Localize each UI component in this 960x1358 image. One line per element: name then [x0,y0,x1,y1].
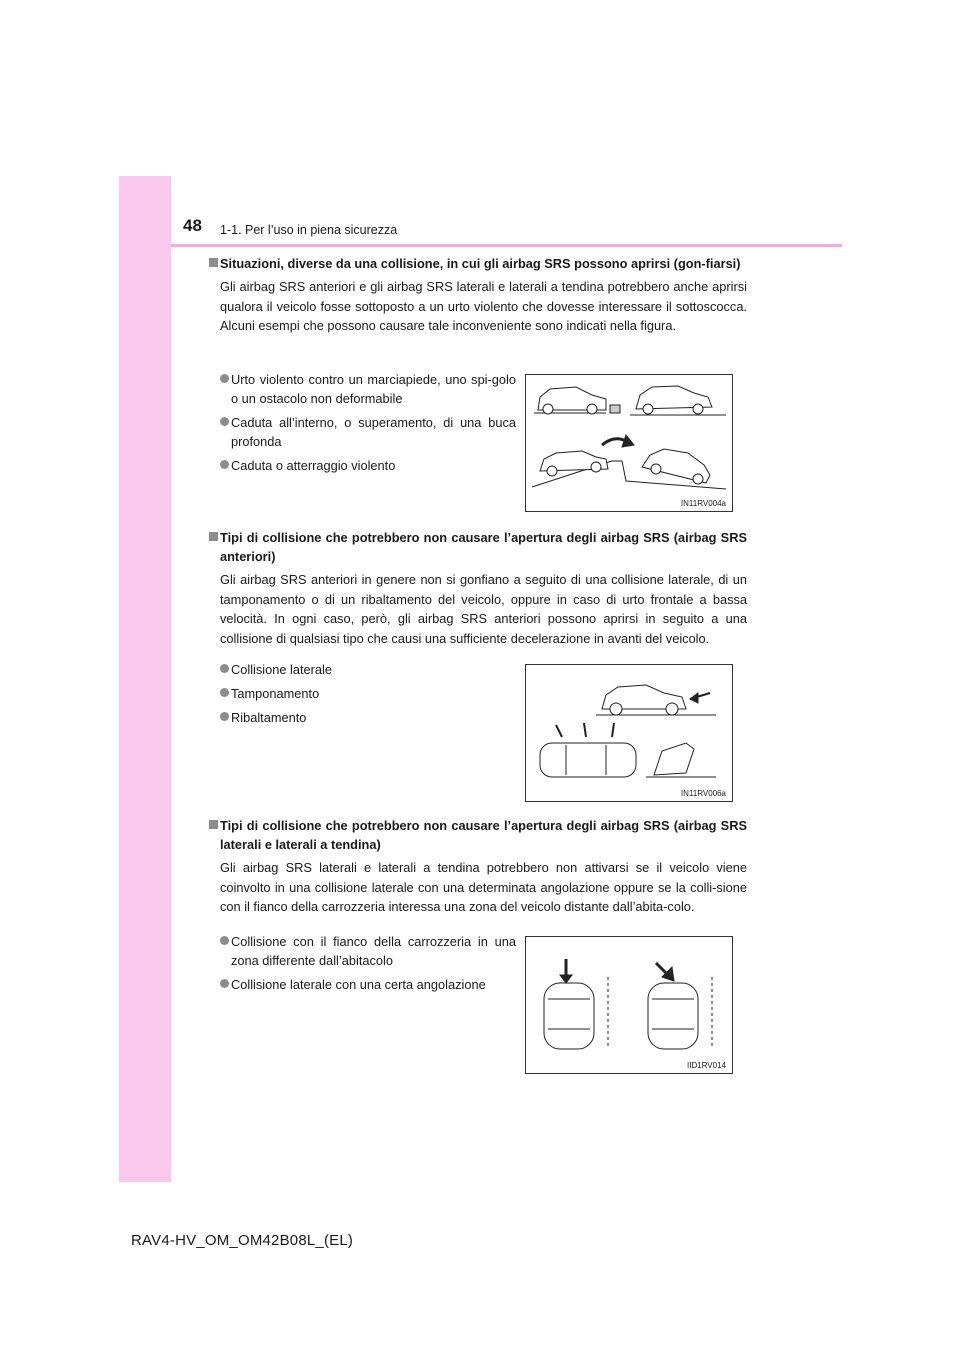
circle-bullet-icon [220,936,229,945]
circle-bullet-icon [220,417,229,426]
circle-bullet-icon [220,374,229,383]
section-body: Gli airbag SRS anteriori in genere non si gonfiano a seguito di una collisione laterale, di un tamponamento o di un ribaltamento del veicolo, oppure in caso di urto frontale a bassa velocità. In ogni caso, però, gli airbag SRS anteriori possono aprirsi in seguito a una collisione di qualsiasi tipo che causi una sufficiente decelerazione in avanti del veicolo. [220,572,747,646]
figure-collision-types [525,664,733,802]
list-item [220,660,516,679]
square-bullet-icon [209,820,218,829]
bullet-text: Caduta all’interno, o superamento, di una buca profonda [231,415,516,449]
bullet-text: Collisione laterale [231,662,333,677]
circle-bullet-icon [220,688,229,697]
section-heading [209,816,747,854]
footer-doc-code: RAV4-HV_OM_OM42B08L_(EL) [131,1232,354,1249]
list-item [220,975,516,994]
figure-code: IID1RV014 [687,1061,726,1070]
circle-bullet-icon [220,460,229,469]
list-item [220,413,516,451]
heading-text: Situazioni, diverse da una collisione, in cui gli airbag SRS possono aprirsi (gon-fiarsi) [220,256,741,271]
bullet-list [220,660,516,732]
bullet-text: Tamponamento [231,686,320,701]
bullet-text: Collisione laterale con una certa angolazione [231,977,486,992]
figure-undercarriage-impacts [525,374,733,512]
list-item [220,456,516,475]
section-body: Gli airbag SRS anteriori e gli airbag SRS laterali e laterali a tendina potrebbero anche aprirsi qualora il veicolo fosse sottoposto a un urto violento che dovesse interessare il sottoscocca. Alcuni esempi che possono causare tale inconveniente sono indicati nella figura. [220,279,747,333]
circle-bullet-icon [220,712,229,721]
section-side-airbag-exceptions [209,816,747,917]
bullet-list [220,932,516,999]
heading-text: Tipi di collisione che potrebbero non causare l’apertura degli airbag SRS (airbag SRS laterali e laterali a tendina) [220,818,747,852]
page-number: 48 [183,216,202,235]
bullet-text: Urto violento contro un marciapiede, uno spi-golo o un ostacolo non deformabile [231,372,516,406]
collision-types-illustration [526,665,732,801]
section-heading [209,528,747,566]
figure-side-collision [525,936,733,1074]
side-tab-band [119,176,171,1182]
section-title: 1-1. Per l’uso in piena sicurezza [220,223,398,237]
list-item [220,684,516,703]
heading-text: Tipi di collisione che potrebbero non causare l’apertura degli airbag SRS (airbag SRS anteriori) [220,530,747,564]
square-bullet-icon [209,258,218,267]
section-body: Gli airbag SRS laterali e laterali a tendina potrebbero non attivarsi se il veicolo viene coinvolto in una collisione laterale con una determinata angolazione oppure se la colli-sione con il fianco della carrozzeria interessa una zona del veicolo distante dall’abita-colo. [220,860,747,914]
section-heading [209,254,747,273]
header-divider [171,244,842,247]
bullet-text: Caduta o atterraggio violento [231,458,396,473]
circle-bullet-icon [220,979,229,988]
section-front-airbag-exceptions [209,528,747,648]
square-bullet-icon [209,532,218,541]
bullet-text: Collisione con il fianco della carrozzeria in una zona differente dall’abitacolo [231,934,516,968]
list-item [220,708,516,727]
section-undercarriage [209,254,747,336]
bullet-list [220,370,516,480]
list-item [220,932,516,970]
figure-code: IN11RV006a [680,789,726,798]
undercarriage-illustration [526,375,732,511]
circle-bullet-icon [220,664,229,673]
side-collision-illustration [526,937,732,1073]
bullet-text: Ribaltamento [231,710,307,725]
figure-code: IN11RV004a [680,499,726,508]
list-item [220,370,516,408]
